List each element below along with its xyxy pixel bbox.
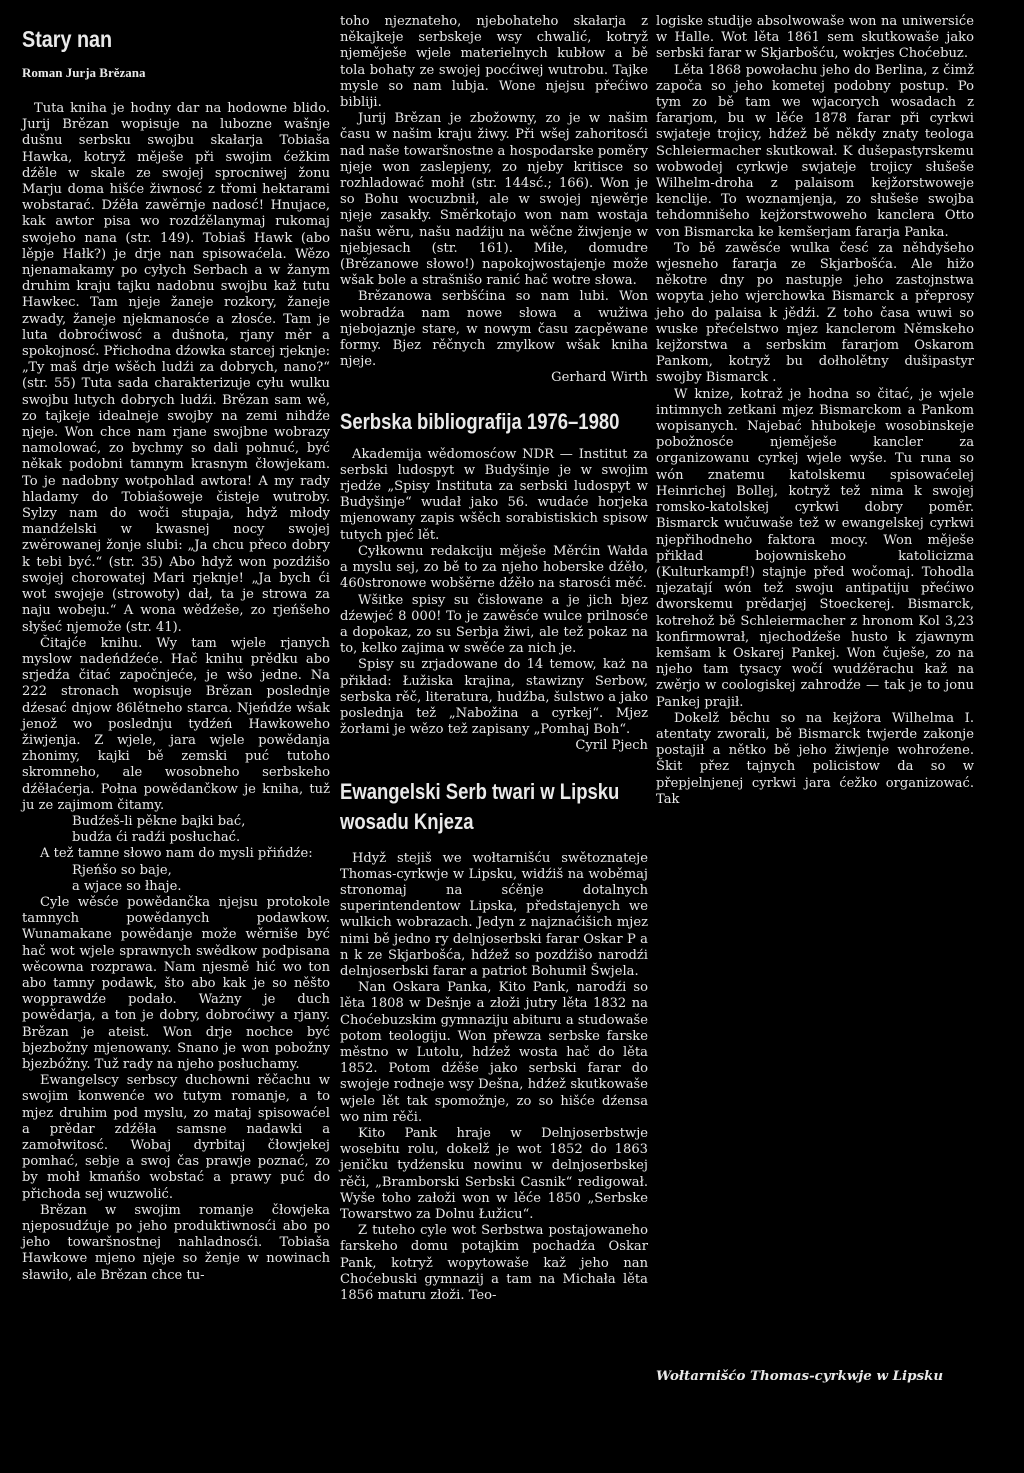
paragraph: Jurij Brězan je zbožowny, zo je w našim času w našim kraju žiwy. Při wšej zahoritosći nad naše towaršnostne a hospodarske poměry njeje won zaslepjeny, zo njeby kritisce so rozhladować mohł (str. 144sć.; 166). Won je so Bohu wocuzbnił, ale w swojej njewěrje njeje zasakły. Směrkotajo won nam wostaja našu wěru, našu nadźiju na wěčne žiwjenje w njebjesach (str. 161). Miłe, domudre (Brězanowe słowo!) napokojwostajenje može wšak bole a strašnišo ranić hač wotre słowa. bbox=[340, 111, 648, 289]
column-1 bbox=[22, 0, 330, 1284]
article-title: Serbska bibliografija 1976–1980 bbox=[340, 408, 620, 434]
paragraph: Brězan w swojim romanje čłowjeka njeposudźuje po jeho produktiwnosći abo po jeho towaršnostnej nahladnosći. Tobiaša Hawkowe mjeno njeje so ženje w nowinach sławiło, ale Brězan chce tu- bbox=[22, 1202, 330, 1283]
paragraph: toho njeznateho, njebohateho skałarja z někajkeje serbskeje wsy chwalić, kotryž njeměješe wjele materielnych kubłow a bě tola bohaty ze swojej pocćiwej wutrobu. Tajke mysle so nam lubja. Wone njejsu přećiwo bibliji. bbox=[340, 14, 648, 111]
article-signature: Cyril Pjech bbox=[575, 738, 648, 754]
paragraph: Tuta kniha je hodny dar na hodowne blido. Jurij Brězan wopisuje na lubozne wašnje dušnu serbsku swojbu skałarja Tobiaša Hawka, kotryž měješe při swojim ćežkim dźěle w skale ze swojej sprocniwej žonu Marju doma hišće žiwnosć z třomi hektarami wobstarać. Dźěła zawěrnje nadosć! Hnujace, kak awtor pisa wo rozdźělanymaj rukomaj swojeho nana (str. 149). Tobiaš Hawk (abo lěpje Hałk?) je drje nan spisowaćela. Wězo njenamakamy po cyłych Serbach a w žanym druhim kraju tajku nadobnu swojbu kaž tutu Hawkec. Tam njeje žaneje rozkory, žaneje zwady, žaneje njekmanosće a złosće. Tam je luta dobroćiwosć a dušnota, rjany měr a spokojnosć. Přichodna dźowka starcej rjeknje: „Ty maš drje wšěch ludźi za dobrych, nano?“ (str. 55) Tuta sada charakterizuje cyłu wulku swojbu lutych dobrych ludźi. Brězan sam wě, zo tajkeje idealneje swojby na zemi nihdźe njeje. Won chce nam rjane swojbne wobrazy namolować, zo bychmy so dali pohnuć, być někak podobni tamnym krasnym čłowjekam. To je nadobny wotpohlad awtora! A my rady hladamy do Tobiašoweje čisteje wutroby. Sylzy nam do woči stupaja, hdyž młody mandźelski w kwasnej nocy swojej zwěrowanej žonje slubi: „Ja chcu přeco dobry k tebi być.“ (str. 35) Abo hdyž won pozdźišo swojej chorowatej Mari rjeknje! „Ja bych ći wot swojeje (strowoty) dał, ta je strowa za naju wobeju.“ A wona wědźeše, zo rjeńšeho słyšeć njemože (str. 41). bbox=[22, 101, 330, 635]
paragraph: Wšitke spisy su čisłowane a je jich bjez dźewjeć 8 000! To je zawěsće wulce prilnosće a dopokaz, zo su Serbja žiwi, ale tež pokaz na to, kelko zajima w swěće za nich je. bbox=[340, 592, 648, 657]
article-signature: Gerhard Wirth bbox=[551, 370, 648, 386]
column-2 bbox=[340, 0, 648, 1304]
paragraph: Lěta 1868 powołachu jeho do Berlina, z čimž započa so jeho kometej podobny postup. Po tym zo bě tam we wjacorych wosadach z fararjom, bu w lěće 1878 farar při cyrkwi swjateje trojicy, hdźež bě někdy znaty teologa Schleiermacher skutkował. K dušepastyrskemu wobwodej cyrkwje swjateje trojicy słušeše Wilhelm-droha z palaisom kejžorstwoweje kenclije. To woznamjenja, zo słušeše swojba tehdomnišeho kejžorstwoweho kanclera Otto von Bismarcka ke kemšerjam fararja Panka. bbox=[656, 62, 974, 240]
paragraph: W knize, kotraž je hodna so čitać, je wjele intimnych zetkani mjez Bismarckom a Pankom wopisanych. Najebać hłubokeje wosobinskeje pobožnosće njeměješe kancler za organizowanu cyrkej wjele wyše. Tu runa so wón znatemu katolskemu spisowaćelej Heinrichej Bollej, kotryž tež nima k swojej romsko-katolskej cyrkwi dobry poměr. Bismarck wučuwaše tež w ewangelskej cyrkwi njepřihodneho faktora mocy. Won měješe přikład bojowniskeho katolicizma (Kulturkampf!) stajnje před wočomaj. Tohodla njezatají wón tež swoju antipatiju přećiwo dworskemu prědarjej Stoeckerej. Bismarck, kotrehož bě Schleiermacher z hronom Kol 3,23 konfirmowrał, njechodźeše husto k zjawnym kemšam k Oskarej Pankej. Won čuješe, zo na njeho tam tysacy wočí wudźěrachu kaž na zwěrjo w coologiskej zahrodźe — tak je to jonu Pankej prajił. bbox=[656, 386, 974, 710]
paragraph: Dokelž běchu so na kejžora Wilhelma I. atentaty zworali, bě Bismarck twjerde zakonje postajił a nětko bě jeho žiwjenje wohroźene. Škit přez tajnych policistow da so w přepjelnjenej cyrkwi jara ćežko organizować. Tak bbox=[656, 710, 974, 807]
verse-line: a wjace so łhaje. bbox=[72, 878, 182, 894]
article-byline: Roman Jurja Brězana bbox=[22, 65, 146, 80]
paragraph: Spisy su zrjadowane do 14 temow, każ na přikład: Łužiska krajina, stawizny Serbow, serbska rěč, literatura, hudźba, šulstwo a jako poslednja tež „Nabožina a cyrkej“. Mjez žorłami je wězo tež zapisany „Pomhaj Boh“. bbox=[340, 657, 648, 738]
paragraph: Kito Pank hraje w Delnjoserbstwje wosebitu rolu, dokelž je wot 1852 do 1863 jeničku tydźensku nowinu w delnjoserbskej rěči, „Bramborski Serbski Casnik“ redigował. Wyše toho załoži won w lěće 1850 „Serbske Towarstwo za Dolnu Łužicu“. bbox=[340, 1125, 648, 1222]
verse-line: Rjeńšo so baje, bbox=[72, 862, 172, 878]
column-3 bbox=[656, 0, 974, 1384]
photo-caption: Wołtarnišćo Thomas-cyrkwje w Lipsku bbox=[656, 1368, 944, 1384]
paragraph: Nan Oskara Panka, Kito Pank, narodźi so lěta 1808 w Dešnje a złoži jutry lěta 1832 na Choćebuzskim gymnaziju abituru a studowaše potom teologiju. Won přewza serbske farske městno w Lutolu, hdźež wosta hač do lěta 1852. Potom dźěše jako serbski farar do swojeje rodneje wsy Dešna, hdźež skutkowaše wjele lět tak spomožnje, zo so hišće dźensa wo nim rěči. bbox=[340, 980, 648, 1125]
paragraph: A tež tamne słowo nam do mysli přińdźe: bbox=[40, 846, 313, 862]
paragraph: Čitajće knihu. Wy tam wjele rjanych myslow nadeńdźeće. Hač knihu prědku abo srjedźa čitać započnjeće, je wšo jedne. Na 222 stronach wopisuje Brězan poslednje dźesać dnjow 86lětneho starca. Njeńdźe wšak jenož wo poslednju tydźeń Hawkoweho žiwjenja. Z wjele, jara wjele powědanja zhonimy, kajki bě zemski puć tutoho skromneho, ale wosobneho serbskeho dźěłaćerja. Połna powědančkow je kniha, tuž ju ze zajimom čitamy. bbox=[22, 635, 330, 813]
article-title-line: Ewangelski Serb twari w Lipsku bbox=[340, 778, 620, 804]
paragraph: Cyłkownu redakciju měješe Měrćin Wałda a myslu sej, zo bě to za njeho hoberske dźěło, 460stronowe wobšěrne dźěło na starosći měć. bbox=[340, 543, 648, 592]
paragraph: To bě zawěsće wulka česć za něhdyšeho wjesneho fararja ze Skjarbošća. Ale hižo někotre dny po nastupje jeho zastojnstwa wopyta jeho wjerchowka Bismarck a přeprosy jeho do palaisa k jědźi. Z toho časa wuwi so wuske přećelstwo mjez kanclerom Němskeho kejžorstwa a serbskim fararjom Oskarom Pankom, kotryž bu dołholětny dušipastyr swojby Bismarck . bbox=[656, 240, 974, 386]
paragraph: Ewangelscy serbscy duchowni rěčachu w swojim konwenće wo tutym romanje, a to mjez druhim pod myslu, zo mataj spisowaćel a prědar zdźěła samsne nadawki a zamołwitosć. Wobaj dyrbitaj čłowjekej pomhać, sebje a swoj čas prawje poznać, zo by mohł kmańšo wobstać a prawy puć do přichoda sej wuzwolić. bbox=[22, 1073, 330, 1202]
article-title-line: wosadu Knjeza bbox=[340, 808, 474, 834]
paragraph: Akademija wědomosćow NDR — Institut za serbski ludospyt w Budyšinje je w swojim rjedźe „Spisy Instituta za serbski ludospyt w Budyšinje“ wudał jako 56. wudaće horjeka mjenowany zapis wšěch sorabistiskich spisow tutych pjeć lět. bbox=[340, 446, 648, 543]
paragraph: Brězanowa serbšćina so nam lubi. Won wobradźa nam nowe słowa a wužiwa njebojaznje stare, w nowym času zacpěwane formy. Bjez rěčnych zmylkow wšak kniha njeje. bbox=[340, 289, 648, 370]
verse-line: Budźeš-li pěkne bajki bać, bbox=[72, 813, 246, 829]
paragraph: Hdyž stejiš we wołtarnišću swětoznateje Thomas-cyrkwje w Lipsku, widźiš na woběmaj stronomaj na sćěnje dotalnych superintendentow Lipska, předstajenych we wulkich wobrazach. Jedyn z najznaćišich mjez nimi bě jedno ry delnjoserbski farar Oskar P a n k ze Skjarbošća, hdźež so pozdźišo narodźi delnjoserbski farar a patriot Bohumił Šwjela. bbox=[340, 850, 648, 979]
paragraph: logiske studije absolwowaše won na uniwersiće w Halle. Wot lěta 1861 sem skutkowaše jako serbski farar w Skjarbošću, wokrjes Choćebuz. bbox=[656, 14, 974, 62]
paragraph: Z tuteho cyle wot Serbstwa postajowaneho farskeho domu potajkim pochadźa Oskar Pank, kotryž wopytowaše kaž jeho nan Choćebuski gymnazij a tam na Michała lěta 1856 maturu złoži. Teo- bbox=[340, 1223, 648, 1304]
verse-line: budźa ći radźi posłuchać. bbox=[72, 830, 241, 846]
paragraph: Cyle wěsće powědančka njejsu protokole tamnych powědanych podawkow. Wunamakane powědanje može wěrniše być hač wot wjele sprawnych swědkow podpisana wěcowna rozprawa. Nam njesmě hić wo ton abo tamny podawk, što abo kak je so něšto wopprawdźe podało. Ważny je duch powědarja, a ton je dobry, dobroćiwy a rjany. Brězan je ateist. Won drje nochce być bjezbožny mjenowany. Snano je won pobožny bjezbóžny. Tuž rady na njeho posłuchamy. bbox=[22, 894, 330, 1072]
article-title: Stary nan bbox=[22, 26, 113, 52]
